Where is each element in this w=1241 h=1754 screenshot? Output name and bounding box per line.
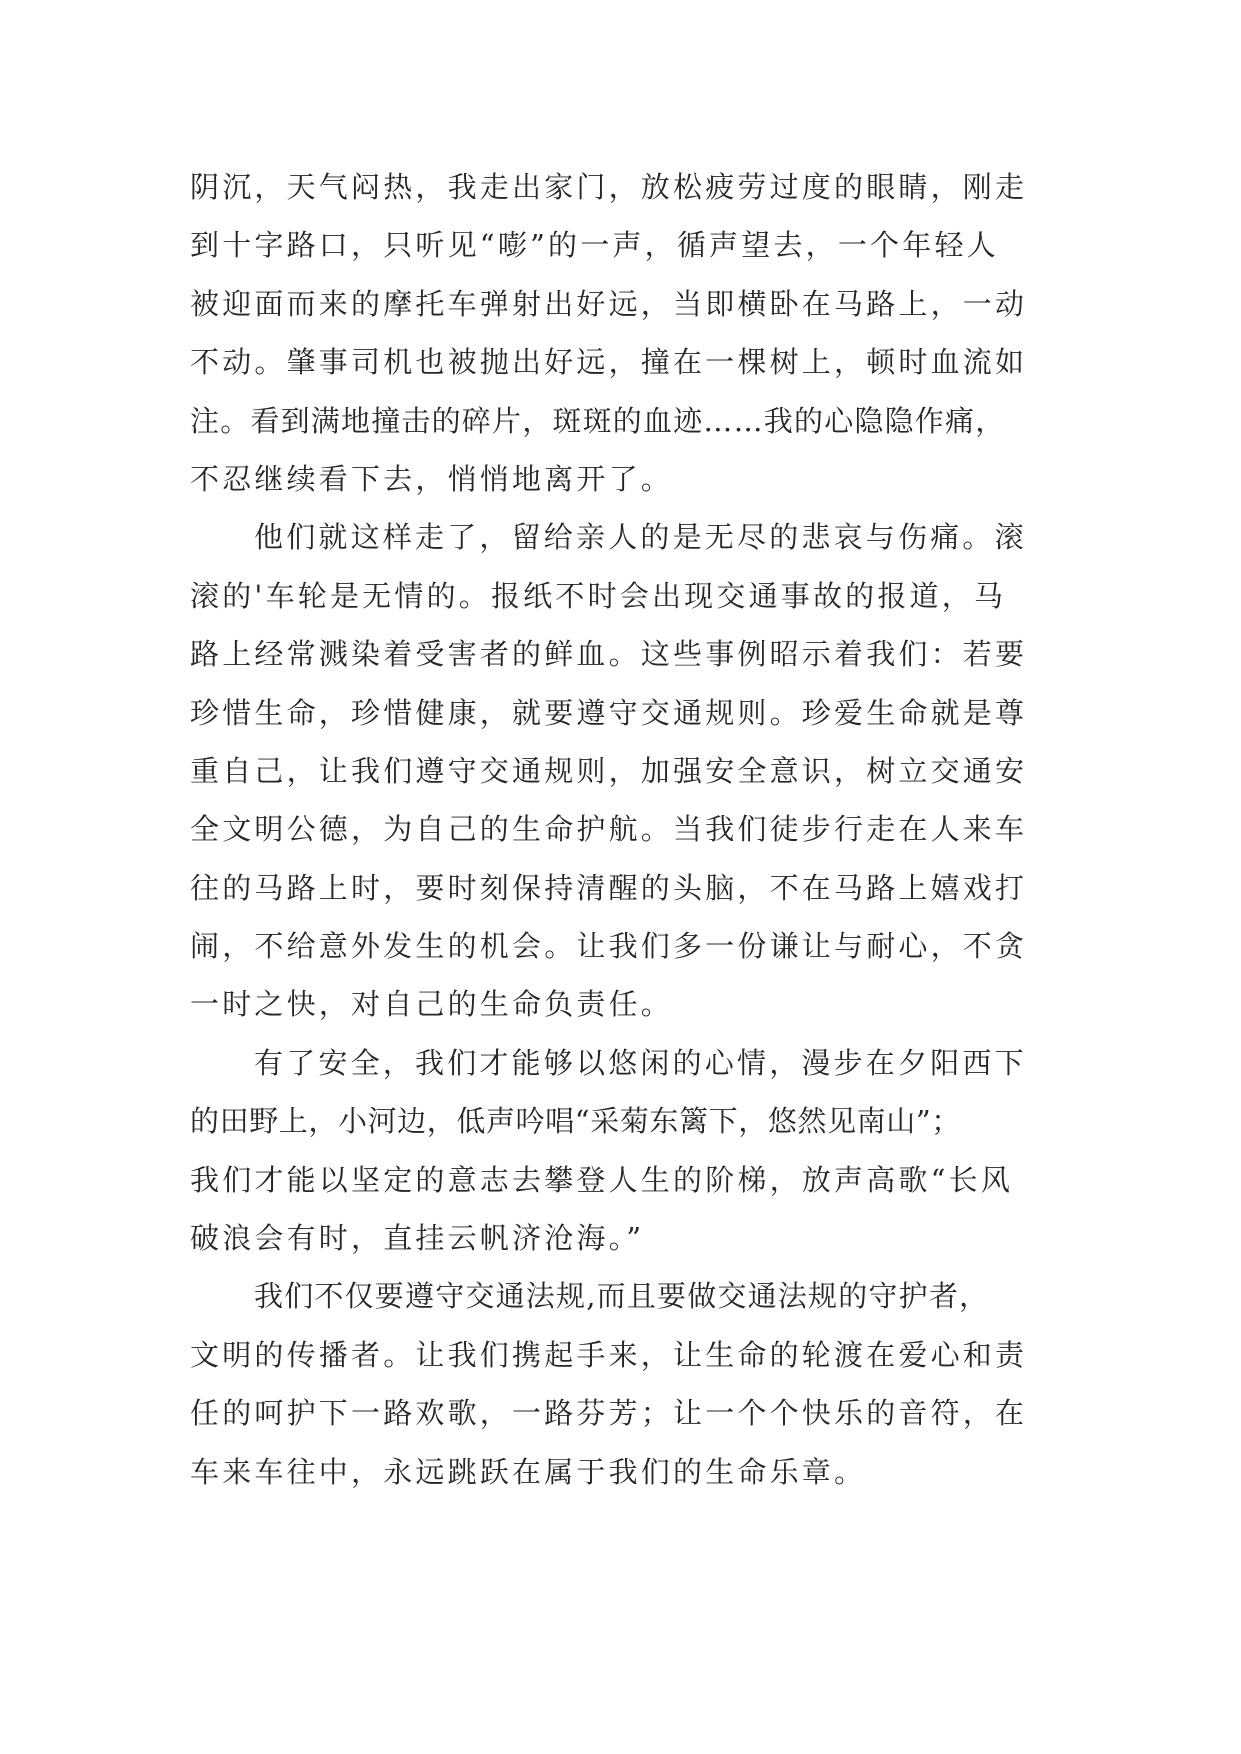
- text-line: 往的马路上时，要时刻保持清醒的头脑，不在马路上嬉戏打: [190, 870, 1028, 905]
- text-line: 注。看到满地撞击的碎片，斑斑的血迹……我的心隐隐作痛，: [190, 403, 1006, 438]
- essay-body: [190, 158, 1050, 1501]
- text-line: 不忍继续看下去，悄悄地离开了。: [190, 461, 674, 496]
- text-line: 文明的传播者。让我们携起手来，让生命的轮渡在爱心和责: [190, 1337, 1028, 1372]
- text-line: 阴沉，天气闷热，我走出家门，放松疲劳过度的眼睛，刚走: [190, 170, 1028, 204]
- text-line: 任的呵护下一路欢歌，一路芬芳；让一个个快乐的音符，在: [190, 1396, 1028, 1431]
- text-line: 珍惜生命，珍惜健康，就要遵守交通规则。珍爱生命就是尊: [190, 695, 1028, 730]
- text-line: 到十字路口，只听见“嘭”的一声，循声望去，一个年轻人: [190, 228, 999, 263]
- text-line: 不动。肇事司机也被抛出好远，撞在一棵树上，顿时血流如: [190, 345, 1028, 380]
- paragraph-first-line: 有了安全，我们才能够以悠闲的心情，漫步在夕阳西下: [254, 1045, 1027, 1080]
- text-line: 闹，不给意外发生的机会。让我们多一份谦让与耐心，不贪: [190, 929, 1028, 964]
- text-line: 车来车往中，永远跳跃在属于我们的生命乐章。: [190, 1454, 867, 1489]
- text-line: 滚的'车轮是无情的。报纸不时会出现交通事故的报道，马: [190, 578, 1007, 613]
- paragraph-first-line: 我们不仅要遵守交通法规,而且要做交通法规的守护者，: [254, 1279, 990, 1314]
- text-line: 我们才能以坚定的意志去攀登人生的阶梯，放声高歌“长风: [190, 1162, 1014, 1197]
- text-line: 重自己，让我们遵守交通规则，加强安全意识，树立交通安: [190, 753, 1028, 788]
- text-line: 破浪会有时，直挂云帆济沧海。”: [190, 1221, 645, 1256]
- text-line: 的田野上，小河边，低声吟唱“采菊东篱下，悠然见南山”；: [190, 1104, 961, 1139]
- text-line: 被迎面而来的摩托车弹射出好远，当即横卧在马路上，一动: [190, 286, 1028, 321]
- text-line: 一时之快，对自己的生命负责任。: [190, 987, 674, 1022]
- text-line: 路上经常溅染着受害者的鲜血。这些事例昭示着我们：若要: [190, 637, 1028, 672]
- paragraph-first-line: 他们就这样走了，留给亲人的是无尽的悲哀与伤痛。滚: [254, 520, 1027, 555]
- text-line: 全文明公德，为自己的生命护航。当我们徒步行走在人来车: [190, 812, 1028, 847]
